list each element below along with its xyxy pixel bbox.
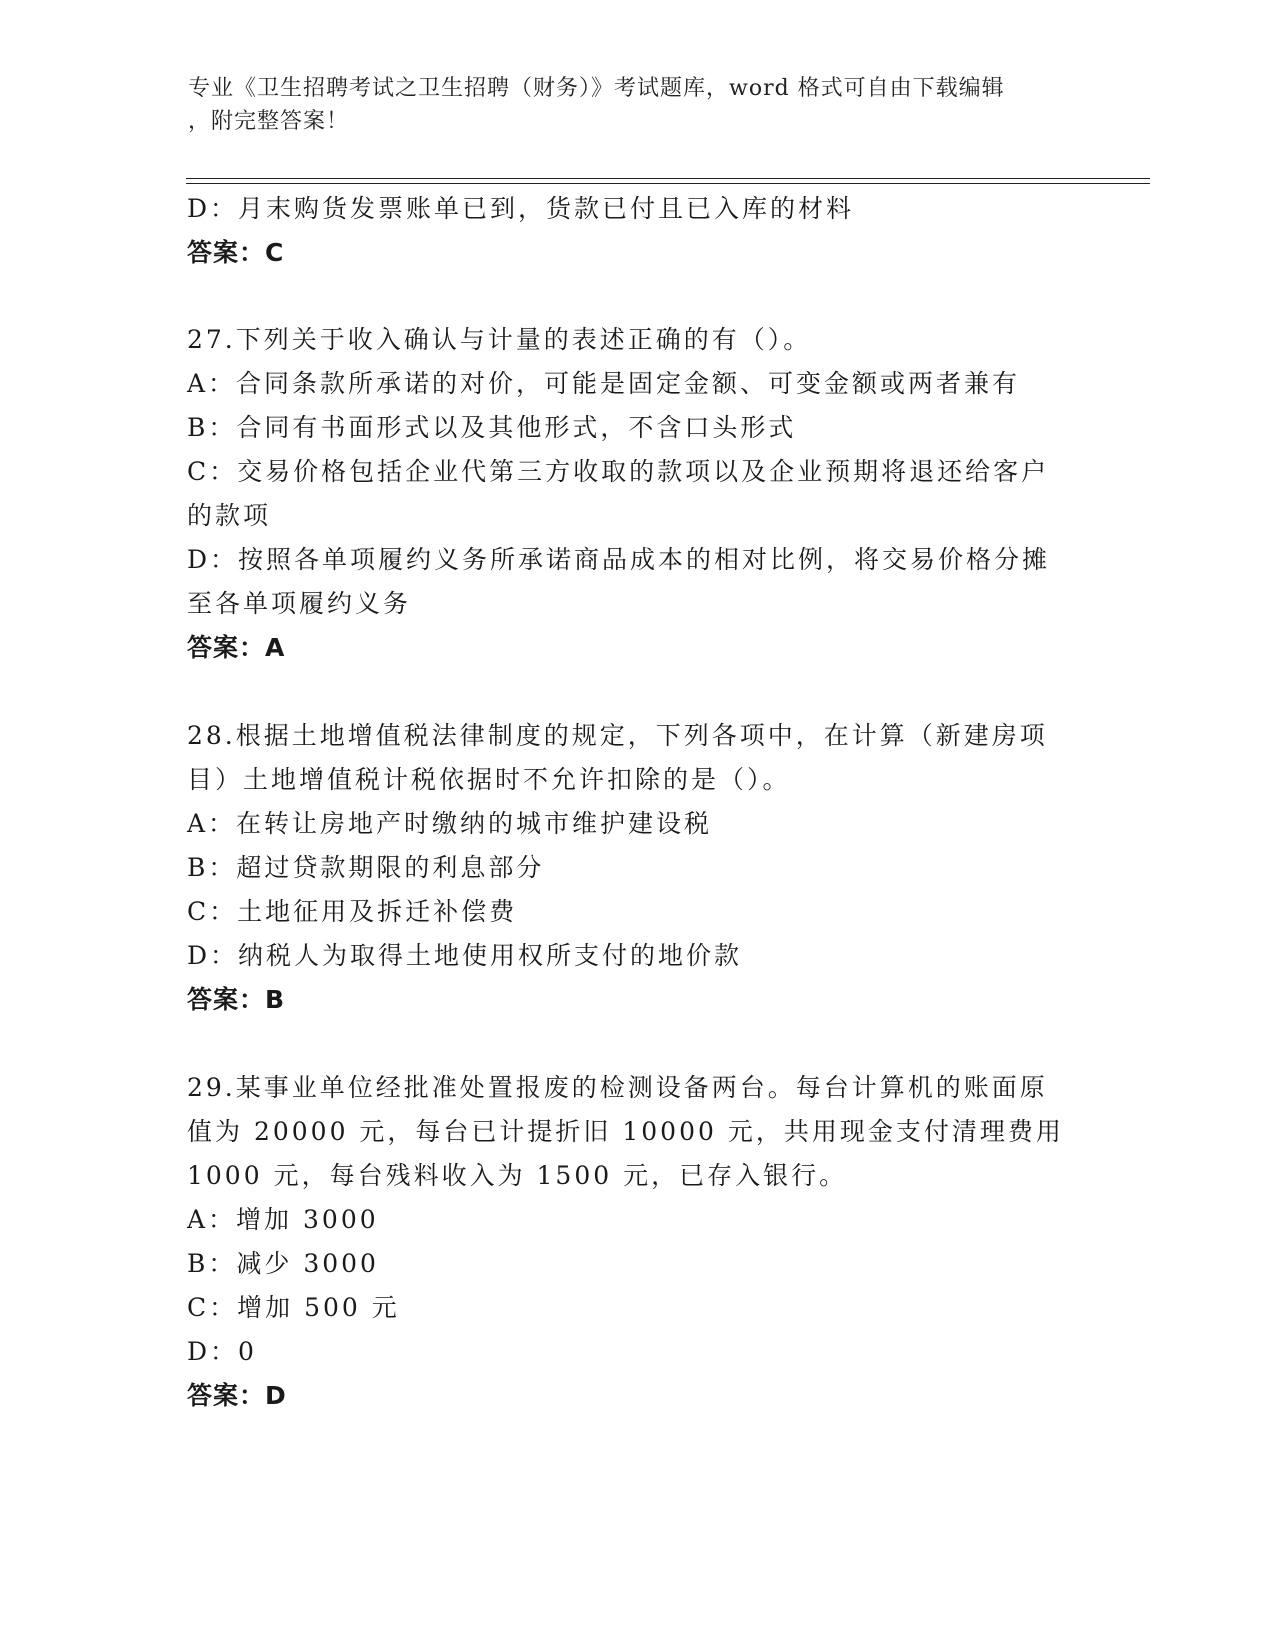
q29-stem-line-3: 1000 元，每台残料收入为 1500 元，已存入银行。 — [187, 1161, 848, 1190]
q29-answer: 答案：D — [187, 1381, 287, 1410]
q29-stem-line-1: 29.某事业单位经批准处置报废的检测设备两台。每台计算机的账面原 — [187, 1073, 1048, 1102]
q28-option-c: C：土地征用及拆迁补偿费 — [187, 897, 518, 926]
q29-option-c: C：增加 500 元 — [187, 1293, 400, 1322]
q27-answer: 答案：A — [187, 633, 286, 662]
q28-option-d: D：纳税人为取得土地使用权所支付的地价款 — [187, 941, 743, 970]
prev-option-d: D：月末购货发票账单已到，货款已付且已入库的材料 — [187, 194, 855, 223]
q27-option-c-line-1: C：交易价格包括企业代第三方收取的款项以及企业预期将退还给客户 — [187, 457, 1050, 486]
q29-option-b: B：减少 3000 — [187, 1249, 379, 1278]
header-rule-top — [186, 178, 1150, 179]
q29-option-d: D：0 — [187, 1337, 257, 1366]
q27-option-c-line-2: 的款项 — [187, 501, 272, 530]
header-line-2: ，附完整答案！ — [188, 109, 350, 134]
q27-option-d-line-1: D：按照各单项履约义务所承诺商品成本的相对比例，将交易价格分摊 — [187, 545, 1051, 574]
header-line-1: 专业《卫生招聘考试之卫生招聘（财务）》考试题库，word 格式可自由下载编辑 — [188, 76, 1005, 101]
q27-option-b: B：合同有书面形式以及其他形式，不含口头形式 — [187, 413, 797, 442]
q29-option-a: A：增加 3000 — [187, 1205, 379, 1234]
q28-option-b: B：超过贷款期限的利息部分 — [187, 853, 545, 882]
q28-option-a: A：在转让房地产时缴纳的城市维护建设税 — [187, 809, 713, 838]
prev-answer: 答案：C — [187, 238, 285, 267]
document-header — [188, 72, 1068, 138]
q29-stem-line-2: 值为 20000 元，每台已计提折旧 10000 元，共用现金支付清理费用 — [187, 1117, 1064, 1146]
q27-option-a: A：合同条款所承诺的对价，可能是固定金额、可变金额或两者兼有 — [187, 369, 1021, 398]
q28-stem-line-1: 28.根据土地增值税法律制度的规定，下列各项中，在计算（新建房项 — [187, 721, 1048, 750]
q27-option-d-line-2: 至各单项履约义务 — [187, 589, 412, 618]
q28-stem-line-2: 目）土地增值税计税依据时不允许扣除的是（）。 — [187, 765, 791, 794]
q27-stem: 27.下列关于收入确认与计量的表述正确的有（）。 — [187, 325, 812, 354]
q28-answer: 答案：B — [187, 985, 286, 1014]
header-rule-bottom — [186, 183, 1150, 184]
